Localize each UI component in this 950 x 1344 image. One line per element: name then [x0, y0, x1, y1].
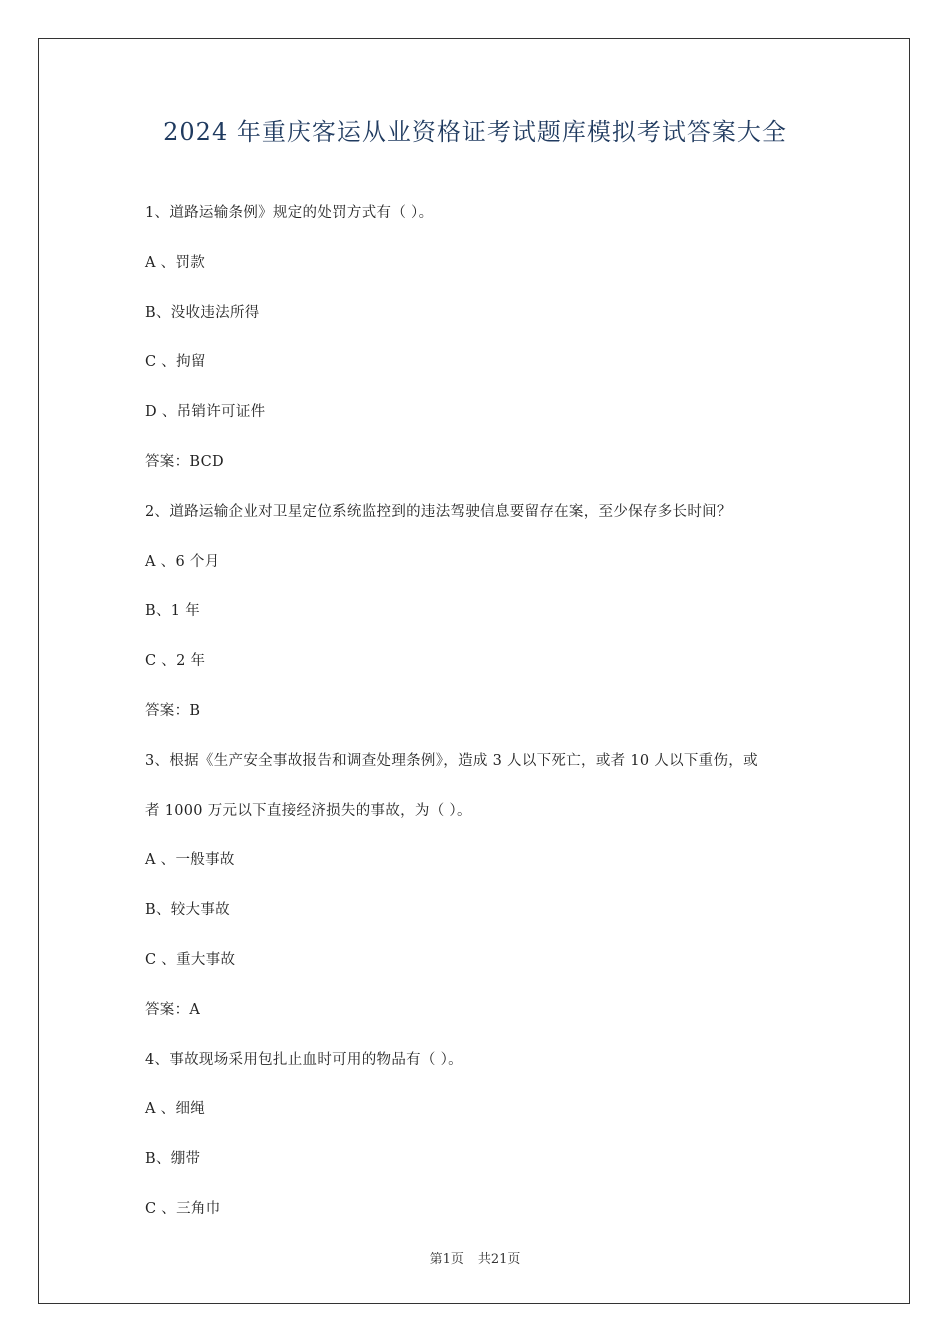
question-4-option-a: A 、细绳	[145, 1101, 206, 1118]
question-3-line-1: 3、根据《生产安全事故报告和调查处理条例》，造成 3 人以下死亡，或者 10 人以下重伤，或	[145, 752, 758, 769]
question-2-answer: 答案：B	[145, 702, 201, 719]
question-1-option-a: A 、罚款	[145, 254, 206, 271]
page-footer	[0, 1248, 950, 1267]
question-4-option-b: B、绷带	[145, 1151, 201, 1168]
question-1-answer: 答案：BCD	[145, 453, 224, 470]
question-3-option-a: A 、一般事故	[145, 852, 235, 869]
question-3-option-c: C 、重大事故	[145, 951, 236, 968]
page-number: 第1页	[429, 1252, 464, 1267]
question-2-option-c: C 、2 年	[145, 653, 206, 670]
question-1-option-d: D 、吊销许可证件	[145, 404, 266, 421]
question-3-answer: 答案：A	[145, 1001, 201, 1018]
question-1: 1、道路运输条例》规定的处罚方式有（ ）。	[145, 205, 434, 221]
question-1-option-b: B、没收违法所得	[145, 304, 260, 321]
question-3-line-2: 者 1000 万元以下直接经济损失的事故，为（ ）。	[145, 802, 472, 819]
document-body	[145, 200, 825, 1246]
page-total: 共21页	[477, 1252, 521, 1267]
question-4: 4、事故现场采用包扎止血时可用的物品有（ ）。	[145, 1051, 463, 1068]
question-4-option-c: C 、三角巾	[145, 1200, 221, 1217]
question-2: 2、道路运输企业对卫星定位系统监控到的违法驾驶信息要留存在案，至少保存多长时间？	[145, 503, 732, 520]
question-1-option-c: C 、拘留	[145, 354, 206, 371]
document-title: 2024 年重庆客运从业资格证考试题库模拟考试答案大全	[163, 118, 787, 146]
question-2-option-a: A 、6 个月	[145, 553, 220, 570]
question-3-option-b: B、较大事故	[145, 902, 230, 919]
question-2-option-b: B、1 年	[145, 603, 200, 620]
